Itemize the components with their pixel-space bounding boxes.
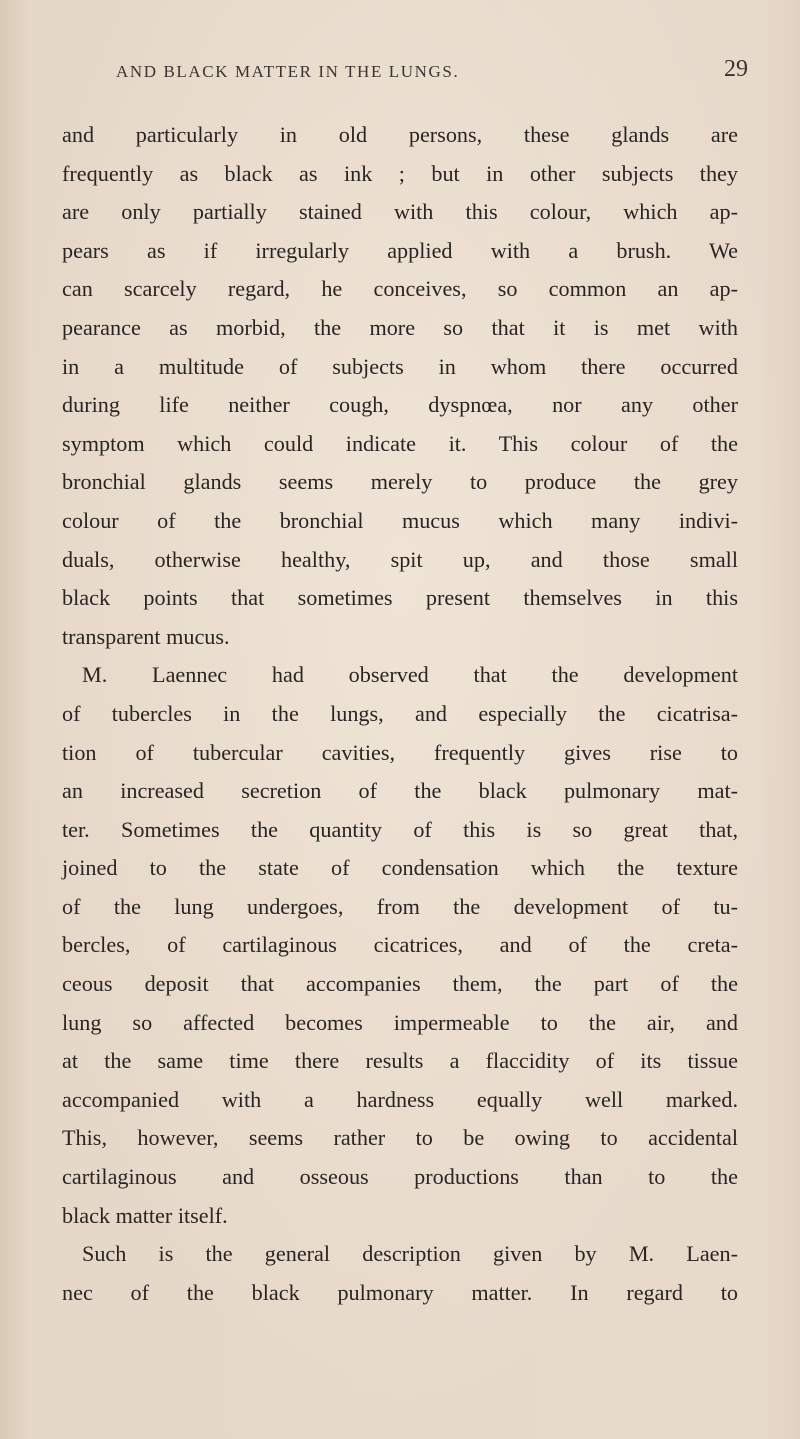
text-line: joined to the state of condensation which the texture (62, 855, 738, 881)
text-line: frequently as black as ink ; but in other subjects they (62, 160, 738, 186)
text-line: ter. Sometimes the quantity of this is so great that, (62, 816, 738, 842)
text-line: This, however, seems rather to be owing to accidental (62, 1125, 738, 1151)
text-line: duals, otherwise healthy, spit up, and those small (62, 546, 738, 572)
text-line: black points that sometimes present themselves in this (62, 585, 738, 611)
body-text (62, 116, 738, 1312)
running-header: AND BLACK MATTER IN THE LUNGS. (116, 62, 460, 81)
text-line: can scarcely regard, he conceives, so common an ap- (62, 276, 738, 302)
text-line: black matter itself. (62, 1202, 228, 1228)
text-line: ceous deposit that accompanies them, the part of the (62, 971, 738, 997)
page-number: 29 (724, 56, 748, 82)
text-line: tion of tubercular cavities, frequently gives rise to (62, 739, 738, 765)
text-line: cartilaginous and osseous productions than to the (62, 1164, 738, 1190)
text-line: lung so affected becomes impermeable to the air, and (62, 1009, 738, 1035)
text-line: bercles, of cartilaginous cicatrices, and of the creta- (62, 932, 738, 958)
text-line: during life neither cough, dyspnœa, nor any other (62, 392, 738, 418)
text-line: bronchial glands seems merely to produce the grey (62, 469, 738, 495)
text-line: transparent mucus. (62, 623, 230, 649)
text-line: M. Laennec had observed that the development (82, 662, 738, 688)
text-line: at the same time there results a flaccidity of its tissue (62, 1048, 738, 1074)
text-line: Such is the general description given by M. Laen- (82, 1241, 738, 1267)
text-line: an increased secretion of the black pulmonary mat- (62, 778, 738, 804)
text-line: accompanied with a hardness equally well marked. (62, 1086, 738, 1112)
text-line: colour of the bronchial mucus which many indivi- (62, 507, 738, 533)
text-line: symptom which could indicate it. This colour of the (62, 430, 738, 456)
text-line: pears as if irregularly applied with a brush. We (62, 237, 738, 263)
text-line: of tubercles in the lungs, and especially the cicatrisa- (62, 700, 738, 726)
text-line: nec of the black pulmonary matter. In regard to (62, 1279, 738, 1305)
text-line: in a multitude of subjects in whom there occurred (62, 353, 738, 379)
text-line: and particularly in old persons, these glands are (62, 122, 738, 147)
text-line: of the lung undergoes, from the development of tu- (62, 893, 738, 919)
text-line: pearance as morbid, the more so that it is met with (62, 314, 738, 340)
text-line: are only partially stained with this colour, which ap- (62, 199, 738, 225)
